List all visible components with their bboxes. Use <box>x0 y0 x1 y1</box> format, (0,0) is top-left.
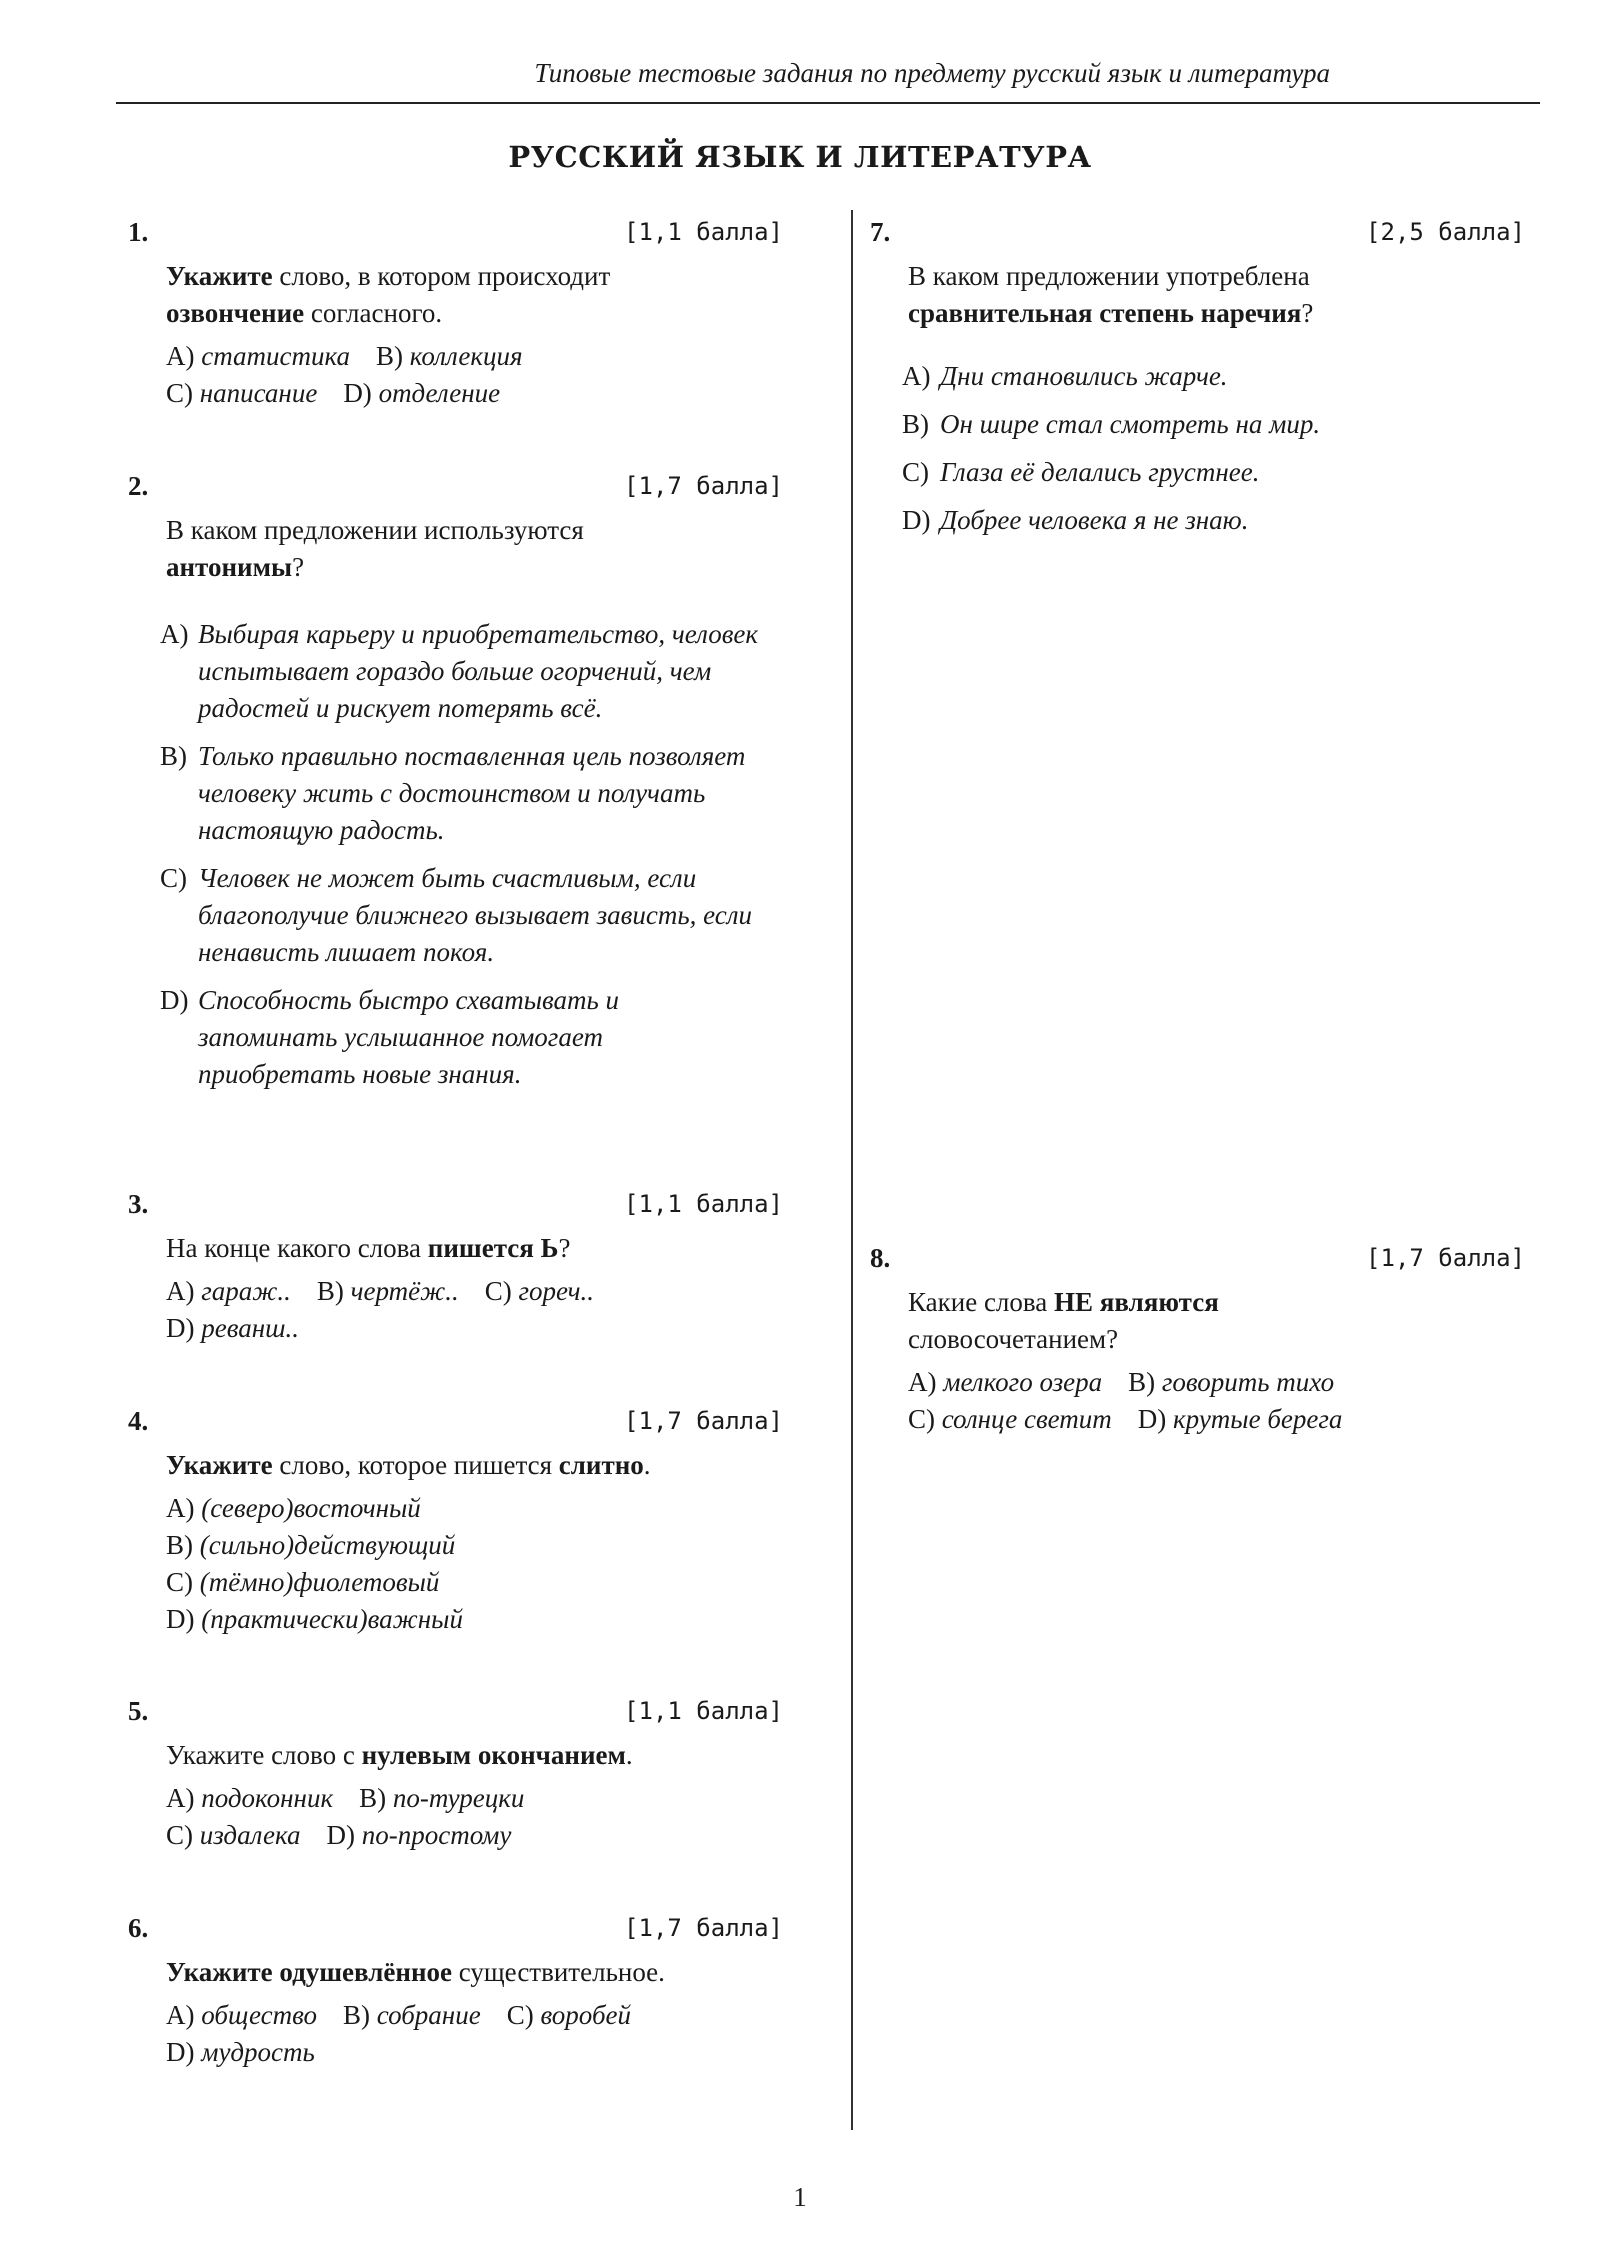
answer-options <box>166 1997 783 2071</box>
text-plain: слово, в котором происходит <box>272 261 611 291</box>
question-number: 2. <box>128 471 149 501</box>
option-letter: C) <box>160 863 187 893</box>
question-text <box>166 258 726 332</box>
answer-option[interactable] <box>166 1997 317 2034</box>
question-points: [1,1 балла] <box>624 1190 783 1218</box>
option-letter: C) <box>166 1820 193 1850</box>
option-letter: C) <box>908 1404 935 1434</box>
option-value: Только правильно поставленная цель позволяет человеку жить с достоинством и получать настоящую радость. <box>198 741 746 845</box>
text-bold: НЕ являются <box>1054 1287 1219 1317</box>
option-value: гараж.. <box>201 1276 291 1306</box>
text-bold: Укажите <box>166 261 273 291</box>
text-plain: ? <box>292 552 305 582</box>
question-number: 7. <box>870 217 891 247</box>
option-value: отделение <box>378 378 501 408</box>
answer-option[interactable] <box>166 1310 299 1347</box>
column-divider <box>851 210 853 2130</box>
answer-option[interactable] <box>160 616 760 727</box>
question-8 <box>870 1240 1525 1438</box>
question-3 <box>128 1186 783 1347</box>
answer-options <box>160 616 760 1093</box>
option-value: статистика <box>201 341 351 371</box>
text-plain: существительное. <box>452 1957 665 1987</box>
text-plain: . <box>643 1450 651 1480</box>
option-letter: C) <box>506 2000 534 2030</box>
question-text <box>166 1954 783 1991</box>
answer-option[interactable] <box>166 375 317 412</box>
question-text <box>166 512 706 586</box>
option-letter: C) <box>166 378 193 408</box>
answer-option[interactable] <box>166 1490 757 1527</box>
question-points: [1,7 балла] <box>1366 1244 1525 1272</box>
option-value: мелкого озера <box>943 1367 1103 1397</box>
text-plain: Какие слова <box>908 1287 1055 1317</box>
option-letter: D) <box>166 1604 195 1634</box>
question-text <box>908 1284 1348 1358</box>
text-bold: слитно <box>558 1450 644 1480</box>
text-bold: сравнительная степень наречия <box>908 298 1302 328</box>
option-value: крутые берега <box>1173 1404 1343 1434</box>
option-letter: A) <box>166 1493 195 1523</box>
answer-option[interactable] <box>166 338 350 375</box>
option-value: Человек не может быть счастливым, если благополучие ближнего вызывает зависть, если ненависть лишает покоя. <box>198 863 752 967</box>
text-plain: слово, которое пишется <box>272 1450 559 1480</box>
text-bold: нулевым окончанием <box>361 1740 626 1770</box>
question-number: 5. <box>128 1696 149 1726</box>
answer-option[interactable] <box>902 358 1525 395</box>
option-letter: B) <box>160 741 187 771</box>
answer-option[interactable] <box>166 1273 291 1310</box>
question-number: 6. <box>128 1913 149 1943</box>
option-value: по-простому <box>361 1820 512 1850</box>
text-bold: озвончение <box>166 298 305 328</box>
answer-option[interactable] <box>166 1780 333 1817</box>
answer-option[interactable] <box>326 1817 511 1854</box>
answer-option[interactable] <box>376 338 523 375</box>
option-letter: D) <box>343 378 372 408</box>
answer-option[interactable] <box>166 1564 757 1601</box>
option-letter: A) <box>902 361 931 391</box>
option-letter: C) <box>484 1276 512 1306</box>
option-letter: B) <box>359 1783 387 1813</box>
question-1 <box>128 214 783 412</box>
option-value: Дни становились жарче. <box>940 361 1228 391</box>
option-letter: B) <box>316 1276 344 1306</box>
answer-option[interactable] <box>507 1997 631 2034</box>
text-bold: антонимы <box>166 552 293 582</box>
answer-option[interactable] <box>343 375 500 412</box>
question-number: 1. <box>128 217 149 247</box>
question-points: [1,7 балла] <box>624 1914 783 1942</box>
option-letter: D) <box>160 985 189 1015</box>
answer-option[interactable] <box>359 1780 524 1817</box>
option-letter: B) <box>343 2000 371 2030</box>
question-points: [1,7 балла] <box>624 472 783 500</box>
answer-option[interactable] <box>485 1273 594 1310</box>
option-value: Способность быстро схватывать и запоминать услышанное помогает приобретать новые знания. <box>198 985 620 1089</box>
option-letter: A) <box>166 1276 195 1306</box>
option-value: (северо)восточный <box>201 1493 421 1523</box>
answer-options <box>908 1364 1525 1438</box>
option-letter: A) <box>166 2000 195 2030</box>
answer-option[interactable] <box>166 1817 300 1854</box>
answer-option[interactable] <box>160 982 760 1093</box>
answer-option[interactable] <box>902 454 1525 491</box>
question-5 <box>128 1693 783 1854</box>
question-points: [1,7 балла] <box>624 1407 783 1435</box>
text-bold: пишется Ь <box>427 1233 559 1263</box>
answer-options <box>902 358 1525 539</box>
answer-option[interactable] <box>902 406 1525 443</box>
option-letter: B) <box>376 341 404 371</box>
option-value: (тёмно)фиолетовый <box>199 1567 440 1597</box>
option-value: реванш.. <box>201 1313 300 1343</box>
question-points: [1,1 балла] <box>624 1697 783 1725</box>
option-value: издалека <box>199 1820 301 1850</box>
question-text <box>908 258 1448 332</box>
question-2 <box>128 468 783 1104</box>
question-text <box>166 1230 783 1267</box>
question-6 <box>128 1910 783 2071</box>
question-number: 4. <box>128 1406 149 1436</box>
answer-options <box>166 1490 783 1638</box>
option-value: воробей <box>540 2000 632 2030</box>
option-value: Выбирая карьеру и приобретательство, человек испытывает гораздо больше огорчений, чем радостей и рискует потерять всё. <box>198 619 759 723</box>
question-points: [2,5 балла] <box>1366 218 1525 246</box>
answer-option[interactable] <box>166 1601 757 1638</box>
option-value: мудрость <box>201 2037 315 2067</box>
text-plain: Укажите слово с <box>166 1740 362 1770</box>
answer-option[interactable] <box>160 860 760 971</box>
answer-option[interactable] <box>166 2034 315 2071</box>
page-number: 1 <box>793 2182 807 2212</box>
question-text <box>166 1737 783 1774</box>
question-number: 8. <box>870 1243 891 1273</box>
answer-option[interactable] <box>317 1273 459 1310</box>
page-title: РУССКИЙ ЯЗЫК И ЛИТЕРАТУРА <box>508 140 1092 174</box>
answer-option[interactable] <box>166 1527 757 1564</box>
option-value: Добрее человека я не знаю. <box>940 505 1249 535</box>
option-letter: A) <box>160 619 189 649</box>
option-value: гореч.. <box>518 1276 595 1306</box>
text-plain: словосочетанием? <box>908 1324 1119 1354</box>
option-letter: D) <box>326 1820 355 1850</box>
text-bold: Укажите одушевлённое <box>166 1957 452 1987</box>
answer-option[interactable] <box>1138 1401 1343 1438</box>
answer-option[interactable] <box>1128 1364 1334 1401</box>
running-header: Типовые тестовые задания по предмету русский язык и литература <box>534 58 1330 88</box>
option-value: (практически)важный <box>201 1604 463 1634</box>
option-letter: B) <box>166 1530 193 1560</box>
option-value: Глаза её делались грустнее. <box>940 457 1260 487</box>
option-value: чертёж.. <box>350 1276 459 1306</box>
answer-options <box>166 1780 783 1854</box>
text-plain: . <box>625 1740 633 1770</box>
question-number: 3. <box>128 1189 149 1219</box>
answer-option[interactable] <box>908 1364 1102 1401</box>
question-text <box>166 1447 783 1484</box>
option-letter: A) <box>166 1783 195 1813</box>
option-value: коллекция <box>409 341 523 371</box>
option-letter: A) <box>166 341 195 371</box>
option-value: говорить тихо <box>1161 1367 1335 1397</box>
answer-options <box>166 1273 783 1347</box>
answer-option[interactable] <box>343 1997 481 2034</box>
text-plain: ? <box>1301 298 1314 328</box>
option-letter: D) <box>902 505 931 535</box>
text-plain: ? <box>558 1233 571 1263</box>
option-letter: C) <box>902 457 929 487</box>
question-4 <box>128 1403 783 1638</box>
option-letter: A) <box>908 1367 937 1397</box>
option-value: написание <box>199 378 318 408</box>
answer-option[interactable] <box>908 1401 1112 1438</box>
question-points: [1,1 балла] <box>624 218 783 246</box>
option-letter: B) <box>902 409 929 439</box>
option-value: (сильно)действующий <box>199 1530 456 1560</box>
option-letter: D) <box>1137 1404 1167 1434</box>
option-value: общество <box>201 2000 318 2030</box>
answer-option[interactable] <box>160 738 760 849</box>
option-value: по-турецки <box>392 1783 525 1813</box>
option-letter: D) <box>166 2037 195 2067</box>
option-value: собрание <box>376 2000 481 2030</box>
text-plain: В каком предложении употреблена <box>908 261 1310 291</box>
option-letter: D) <box>166 1313 195 1343</box>
answer-option[interactable] <box>902 502 1525 539</box>
option-letter: B) <box>1128 1367 1156 1397</box>
text-plain: согласного. <box>304 298 443 328</box>
answer-options <box>166 338 783 412</box>
text-plain: В каком предложении используются <box>166 515 584 545</box>
option-value: Он шире стал смотреть на мир. <box>940 409 1321 439</box>
option-value: солнце светит <box>941 1404 1112 1434</box>
header-rule <box>116 102 1540 104</box>
option-value: подоконник <box>201 1783 334 1813</box>
text-bold: Укажите <box>166 1450 273 1480</box>
option-letter: C) <box>166 1567 193 1597</box>
text-plain: На конце какого слова <box>166 1233 428 1263</box>
question-7 <box>870 214 1525 550</box>
